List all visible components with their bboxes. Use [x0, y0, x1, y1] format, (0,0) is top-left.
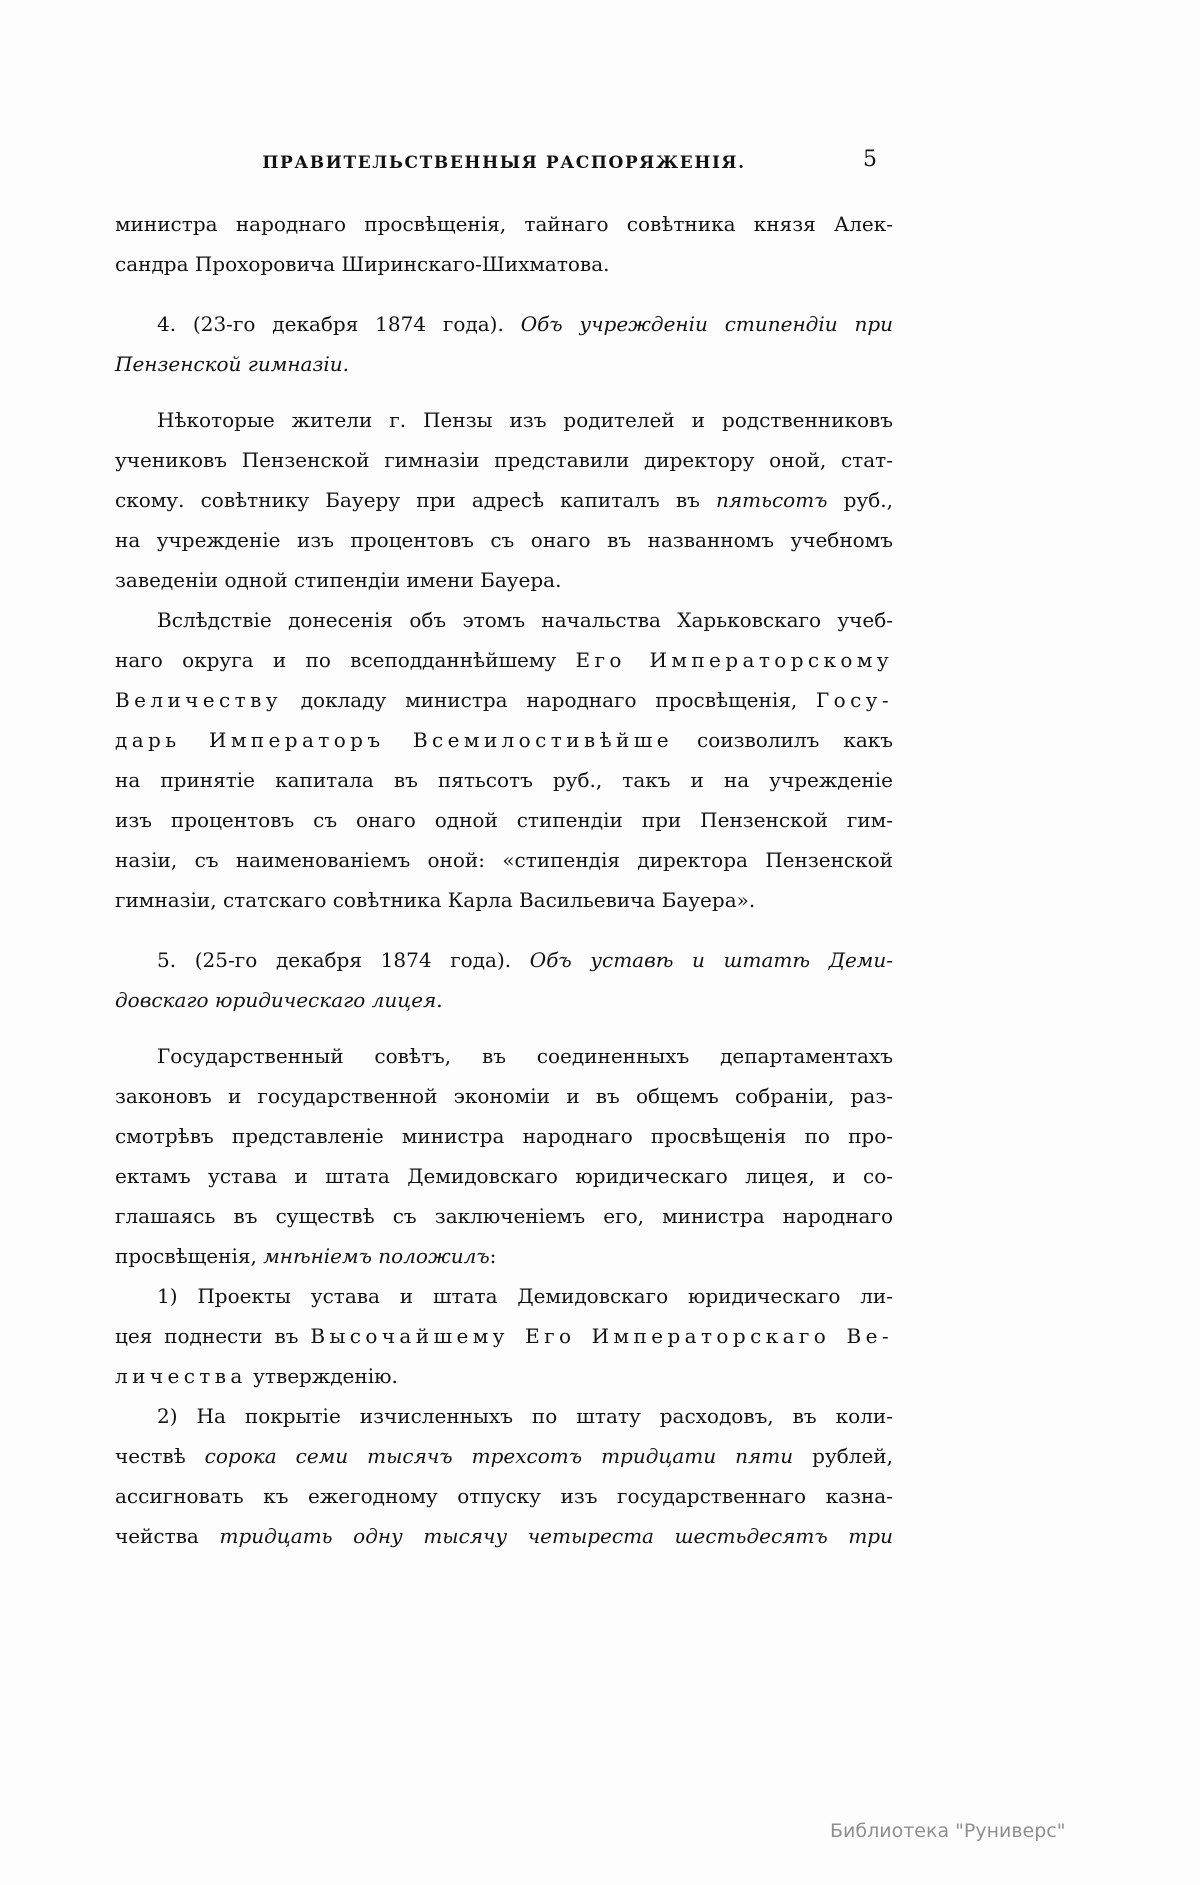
- text-line: [115, 840, 893, 880]
- italic-text: мнѣніемъ положилъ: [263, 1244, 490, 1268]
- text-segment: смотрѣвъ представленіе министра народнаго просвѣщенія по про-: [115, 1124, 893, 1148]
- text-segment: докладу министра народнаго просвѣщенія,: [281, 688, 816, 712]
- text-segment: Государственный совѣтъ, въ соединенныхъ департаментахъ: [157, 1044, 893, 1068]
- text-line: [115, 980, 893, 1020]
- text-line: [115, 1476, 893, 1516]
- text-segment: министра народнаго просвѣщенія, тайнаго совѣтника князя Алек-: [115, 212, 893, 236]
- paragraph: [115, 1036, 893, 1276]
- text-line: [115, 600, 893, 640]
- italic-text: тридцать одну тысячу четыреста шестьдесятъ три: [219, 1524, 893, 1548]
- paragraph: [115, 1276, 893, 1396]
- spaced-text: Госу-: [815, 688, 893, 712]
- italic-text: Объ учрежденіи стипендіи при: [520, 312, 894, 336]
- text-line: [115, 760, 893, 800]
- text-segment: чествѣ: [115, 1444, 205, 1468]
- text-line: [115, 680, 893, 720]
- page-number: 5: [863, 147, 877, 172]
- paragraph: [115, 1396, 893, 1556]
- text-segment: законовъ и государственной экономіи и въ общемъ собраніи, раз-: [115, 1084, 893, 1108]
- text-segment: Нѣкоторые жители г. Пензы изъ родителей и родственниковъ: [157, 408, 893, 432]
- text-line: [115, 400, 893, 440]
- text-segment: просвѣщенія,: [115, 1244, 264, 1268]
- text-line: [115, 1156, 893, 1196]
- spaced-text: Его Императорскому: [575, 648, 893, 672]
- text-segment: 5. (25-го декабря 1874 года).: [157, 948, 530, 972]
- text-line: [115, 1276, 893, 1316]
- text-segment: учениковъ Пензенской гимназіи представили директору оной, стат-: [115, 448, 893, 472]
- paragraph: [115, 204, 893, 284]
- text-line: [115, 560, 893, 600]
- text-line: [115, 1436, 893, 1476]
- text-line: [115, 1076, 893, 1116]
- text-segment: заведеніи одной стипендіи имени Бауера.: [115, 568, 562, 592]
- text-segment: на принятіе капитала въ пятьсотъ руб., такъ и на учрежденіе: [115, 768, 893, 792]
- text-line: [115, 1396, 893, 1436]
- paragraph: [115, 600, 893, 920]
- running-title: ПРАВИТЕЛЬСТВЕННЫЯ РАСПОРЯЖЕНІЯ.: [262, 153, 746, 173]
- text-segment: рублей,: [793, 1444, 893, 1468]
- text-column: [115, 204, 893, 1556]
- spaced-text: личества: [115, 1364, 247, 1388]
- decree-heading: [115, 940, 893, 1020]
- text-line: [115, 880, 893, 920]
- text-segment: 4. (23-го декабря 1874 года).: [157, 312, 521, 336]
- text-line: [115, 1036, 893, 1076]
- text-line: [115, 480, 893, 520]
- text-line: [115, 304, 893, 344]
- text-segment: гимназіи, статскаго совѣтника Карла Васильевича Бауера».: [115, 888, 756, 912]
- italic-text: Пензенской гимназіи.: [115, 352, 350, 376]
- text-segment: соизволилъ какъ: [673, 728, 893, 752]
- text-line: [115, 720, 893, 760]
- text-line: [115, 440, 893, 480]
- text-segment: сандра Прохоровича Ширинскаго-Шихматова.: [115, 252, 610, 276]
- text-segment: скому. совѣтнику Бауеру при адресѣ капиталъ въ: [115, 488, 716, 512]
- text-segment: Вслѣдствіе донесенія объ этомъ начальства Харьковскаго учеб-: [157, 608, 893, 632]
- text-segment: изъ процентовъ съ онаго одной стипендіи при Пензенской гим-: [115, 808, 893, 832]
- text-segment: утвержденію.: [246, 1364, 398, 1388]
- library-watermark: Библиотека "Руниверс": [830, 1820, 1066, 1842]
- text-line: [115, 800, 893, 840]
- text-line: [115, 1516, 893, 1556]
- decree-heading: [115, 304, 893, 384]
- text-segment: назіи, съ наименованіемъ оной: «стипендія директора Пензенской: [115, 848, 893, 872]
- italic-text: сорока семи тысячъ трехсотъ тридцати пяти: [204, 1444, 794, 1468]
- text-segment: цея поднести въ: [115, 1324, 311, 1348]
- text-line: [115, 1196, 893, 1236]
- text-line: [115, 940, 893, 980]
- text-segment: 2) На покрытіе изчисленныхъ по штату расходовъ, въ коли-: [157, 1404, 893, 1428]
- italic-text: пятьсотъ: [715, 488, 828, 512]
- text-segment: ектамъ устава и штата Демидовскаго юридическаго лицея, и со-: [115, 1164, 893, 1188]
- text-line: [115, 520, 893, 560]
- text-segment: чейства: [115, 1524, 220, 1548]
- text-line: [115, 640, 893, 680]
- text-line: [115, 1356, 893, 1396]
- text-segment: ассигновать къ ежегодному отпуску изъ государственнаго казна-: [115, 1484, 893, 1508]
- text-line: [115, 1316, 893, 1356]
- text-line: [115, 1236, 893, 1276]
- text-segment: наго округа и по всеподданнѣйшему: [115, 648, 576, 672]
- text-line: [115, 1116, 893, 1156]
- text-segment: :: [489, 1244, 497, 1268]
- page-content: [115, 147, 894, 1556]
- spaced-text: дарь Императоръ Всемилостивѣйше: [115, 728, 673, 752]
- text-line: [115, 344, 893, 384]
- paragraph: [115, 400, 893, 600]
- text-segment: на учрежденіе изъ процентовъ съ онаго въ названномъ учебномъ: [115, 528, 893, 552]
- italic-text: Объ уставѣ и штатѣ Деми-: [529, 948, 894, 972]
- italic-text: довскаго юридическаго лицея.: [115, 988, 443, 1012]
- page-header: [115, 147, 893, 176]
- text-line: [115, 204, 893, 244]
- text-segment: глашаясь въ существѣ съ заключеніемъ его, министра народнаго: [115, 1204, 893, 1228]
- spaced-text: Величеству: [115, 688, 282, 712]
- text-segment: руб.,: [827, 488, 893, 512]
- text-segment: 1) Проекты устава и штата Демидовскаго юридическаго ли-: [157, 1284, 893, 1308]
- text-line: [115, 244, 893, 284]
- spaced-text: Высочайшему Его Императорскаго Ве-: [310, 1324, 893, 1348]
